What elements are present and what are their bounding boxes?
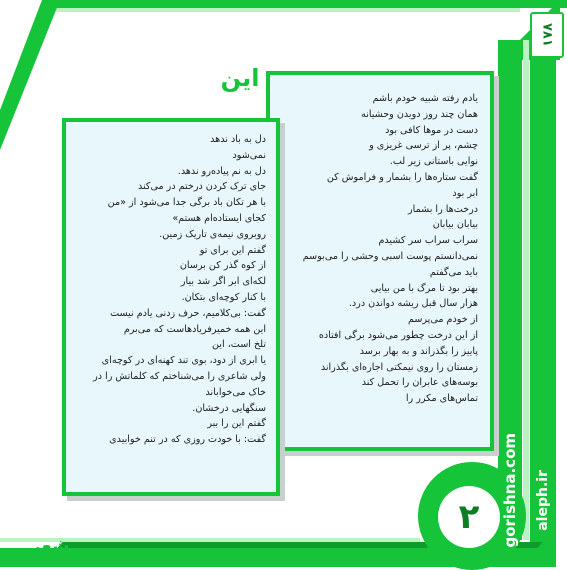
- poem-line: لکه‌ای ابر اگر شد بیار: [180, 276, 266, 288]
- poem-line: سنگهایی درخشان.: [192, 402, 266, 414]
- poem-line: از خودم می‌پرسم: [407, 314, 478, 326]
- poem-line: هزار سال قبل ریشه دواندن درد.: [348, 298, 478, 310]
- poem-line: بهتر بود تا مرگ با من بیایی: [370, 282, 478, 294]
- website-gorishna[interactable]: [497, 420, 523, 560]
- poem-line: تماس‌های مکرر را: [405, 393, 478, 405]
- poem-line: گفت ستاره‌ها را بشمار و فراموش کن: [326, 171, 478, 183]
- poem-line: دل به نم پیاده‌رو ندهد.: [177, 165, 266, 177]
- poem-line: خاک می‌خواباند: [205, 386, 266, 398]
- poem-line: گفتم این را ببر: [207, 418, 266, 430]
- website-aleph[interactable]: [530, 440, 556, 560]
- poem-line: سراب سراب سر کشیدم: [378, 235, 478, 247]
- poem-line: همان چند روز دویدن وحشیانه: [361, 108, 478, 120]
- poem-panel-left: [62, 118, 280, 496]
- section-label: شعر: [30, 536, 70, 557]
- poem-line: گفت: بی‌کلامیم، حرف زدنی یادم نیست: [110, 307, 266, 319]
- poem-line: ابر بود: [452, 187, 478, 199]
- poem-line: نمی‌دانستم پوست اسبی وحشی را می‌بوسم: [302, 250, 478, 262]
- poem-line: دست در موها کافی بود: [385, 124, 478, 136]
- poem-line: کجای ایستاده‌ام هستم»: [172, 212, 266, 224]
- poem-text-left: [72, 132, 266, 448]
- poem-line: گفتم این برای تو: [199, 244, 266, 256]
- poem-title: این: [220, 64, 260, 92]
- poem-line: دل به باد ندهد: [210, 134, 266, 145]
- poem-line: نمی‌شود: [232, 149, 266, 161]
- right-light-stripe: [523, 40, 529, 540]
- poem-line: پاییز را بگذراند و به بهار برسد: [359, 345, 478, 357]
- poem-line: از این درخت چطور می‌شود برگی افتاده: [318, 329, 478, 341]
- poem-line: زمستان را روی نیمکتی اجاره‌ای بگذراند: [320, 361, 478, 373]
- poem-line: ولی شاعری را می‌شناختم که کلماتش را در: [93, 370, 266, 382]
- poem-line: باید می‌گفتم: [429, 266, 478, 278]
- poem-line: روبروی نیمه‌ی تاریک زمین.: [159, 228, 266, 240]
- poem-line: با کنار کوچه‌ای بتکان.: [181, 291, 266, 303]
- poem-line: از کوه گذر کن برسان: [179, 260, 266, 272]
- poem-line: گفت: با خودت روزی که در تنم خوابیدی: [109, 434, 266, 446]
- website-aleph-text: aleph.ir: [535, 469, 551, 531]
- poem-line: یا ابری از دود، بوی تند کهنه‌ای در کوچه‌ای: [101, 355, 266, 367]
- poem-line: تلخ است، این: [212, 339, 266, 351]
- poem-line: درخت‌ها را بشمار: [408, 203, 478, 215]
- page-number: ۷۸۱: [539, 23, 555, 47]
- poem-line: جای ترک کردن درختم در می‌کند: [138, 181, 266, 193]
- top-green-bar: [0, 0, 567, 8]
- top-light-stripe: [0, 8, 520, 12]
- poem-line: بیابان بیابان: [432, 219, 478, 231]
- poem-line: یادم رفته شبیه خودم باشم: [372, 93, 478, 104]
- circle-number: ۲: [458, 497, 480, 537]
- left-corner-inner: [0, 0, 42, 110]
- poem-line: بوسه‌های عابران را تحمل کند: [361, 377, 478, 389]
- poem-line: نوایی باستانی زیر لب.: [389, 156, 478, 168]
- poem-line: این همه خمیرفریادهاست که می‌برم: [123, 323, 266, 335]
- poem-line: با هر تکان باد برگی جدا می‌شود از «من: [107, 197, 266, 209]
- website-gorishna-text: gorishna.com: [501, 432, 519, 548]
- poem-panel-right: [266, 71, 494, 451]
- poem-line: چشم، پر از ترسی غریزی و: [369, 140, 478, 152]
- poem-text-right: [280, 91, 478, 407]
- page-number-box: [530, 12, 564, 58]
- number-circle-center: [438, 486, 500, 548]
